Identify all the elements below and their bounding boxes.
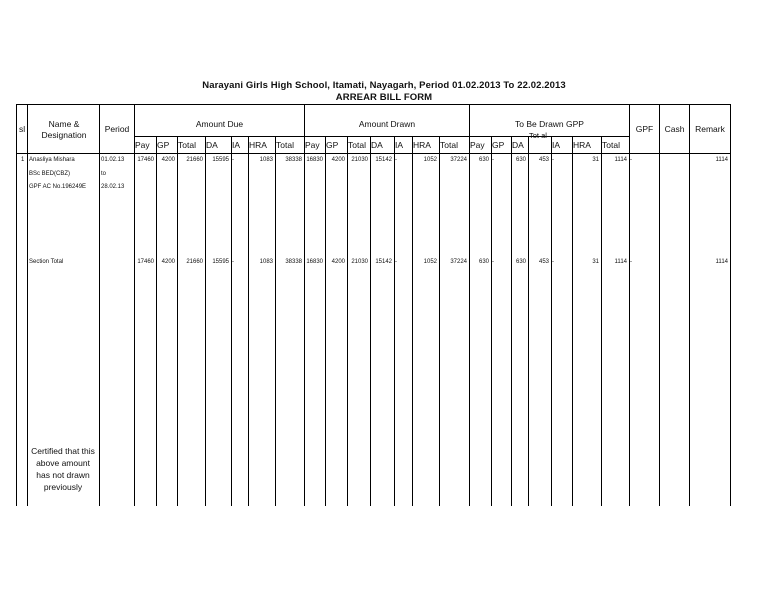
total-value-17: 453 (538, 259, 549, 265)
subheader-7: Pay (305, 140, 320, 150)
subcolumn-divider (511, 136, 512, 506)
total-value-19: 31 (592, 259, 599, 265)
row-value-9: 21030 (351, 157, 368, 163)
subheader-15: GP (492, 140, 505, 150)
period-to: 28.02.13 (101, 184, 125, 190)
header-to-be-drawn: To Be Drawn GPP (515, 119, 584, 129)
header-amount-drawn: Amount Drawn (358, 119, 416, 129)
row-value-23: 1114 (715, 157, 728, 163)
employee-gpf-ac: GPF AC No.196249E (29, 184, 87, 190)
subcolumn-divider (370, 136, 371, 506)
row-sl: 1 (21, 157, 25, 163)
total-value-12: 1052 (423, 259, 437, 265)
subheader-11: IA (395, 140, 404, 150)
form-title: Narayani Girls High School, Itamati, Nayagarh, Period 01.02.2013 To 22.02.2013 (202, 80, 566, 91)
column-divider (99, 104, 100, 506)
total-value-16: 630 (515, 259, 526, 265)
period-to-word: to (101, 171, 107, 177)
header-amount-due: Amount Due (195, 119, 244, 129)
subheader-5: HRA (249, 140, 267, 150)
header-gpf: GPF (635, 124, 654, 134)
subheader-17: Tot al (529, 131, 547, 140)
subheader-1: GP (157, 140, 170, 150)
column-divider (659, 104, 660, 506)
subheader-18: IA (552, 140, 561, 150)
subcolumn-divider (325, 136, 326, 506)
subheader-6: Total (276, 140, 294, 150)
row-value-17: 453 (538, 157, 549, 163)
total-value-7: 16830 (306, 259, 323, 265)
section-total-label: Section Total (29, 259, 64, 265)
row-value-19: 31 (592, 157, 599, 163)
subheader-0: Pay (135, 140, 150, 150)
total-value-13: 37224 (450, 259, 467, 265)
total-value-6: 38338 (285, 259, 302, 265)
subcolumn-divider (347, 136, 348, 506)
subheader-divider (134, 136, 630, 137)
total-value-20: 1114 (614, 259, 627, 265)
column-divider (16, 104, 17, 506)
header-sl: sl (19, 124, 26, 134)
subcolumn-divider (231, 136, 232, 506)
row-value-20: 1114 (614, 157, 627, 163)
column-divider (730, 104, 731, 506)
employee-designation: BSc BED(CBZ) (29, 171, 71, 177)
subheader-2: Total (178, 140, 196, 150)
total-value-18: - (552, 259, 554, 265)
column-divider (304, 104, 305, 506)
certificate-line-3: has not drawn (36, 470, 90, 480)
subheader-10: DA (371, 140, 383, 150)
subcolumn-divider (205, 136, 206, 506)
row-value-0: 17460 (137, 157, 154, 163)
row-value-8: 4200 (331, 157, 345, 163)
total-value-5: 1083 (259, 259, 273, 265)
column-divider (469, 104, 470, 506)
header-period: Period (104, 124, 130, 134)
header-name: Name & (48, 119, 80, 129)
header-designation: Designation (41, 130, 87, 140)
subheader-16: DA (512, 140, 524, 150)
total-value-8: 4200 (331, 259, 345, 265)
row-value-5: 1083 (259, 157, 273, 163)
column-divider (629, 104, 630, 506)
certificate-line-4: previously (43, 482, 83, 492)
subcolumn-divider (412, 136, 413, 506)
subcolumn-divider (177, 136, 178, 506)
row-value-7: 16830 (306, 157, 323, 163)
subheader-9: Total (348, 140, 366, 150)
row-value-12: 1052 (423, 157, 437, 163)
total-value-11: - (395, 259, 397, 265)
subheader-4: IA (232, 140, 241, 150)
total-value-1: 4200 (161, 259, 175, 265)
row-value-18: - (552, 157, 554, 163)
column-divider (134, 104, 135, 506)
row-value-10: 15142 (375, 157, 392, 163)
subheader-3: DA (206, 140, 218, 150)
subheader-12: HRA (413, 140, 431, 150)
header-cash: Cash (664, 124, 685, 134)
total-value-14: 630 (478, 259, 489, 265)
subcolumn-divider (394, 136, 395, 506)
employee-name: Anasliya Mishara (29, 157, 75, 163)
table-top-border (16, 104, 730, 105)
total-value-2: 21660 (186, 259, 203, 265)
subheader-8: GP (326, 140, 339, 150)
row-value-15: - (492, 157, 494, 163)
total-value-9: 21030 (351, 259, 368, 265)
certificate-line-2: above amount (36, 458, 90, 468)
row-value-13: 37224 (450, 157, 467, 163)
row-value-11: - (395, 157, 397, 163)
subcolumn-divider (551, 136, 552, 506)
total-value-4: - (232, 259, 234, 265)
row-value-3: 15595 (212, 157, 229, 163)
row-value-6: 38338 (285, 157, 302, 163)
row-value-14: 630 (478, 157, 489, 163)
subheader-20: Total (602, 140, 620, 150)
form-subtitle: ARREAR BILL FORM (335, 92, 433, 103)
subheader-14: Pay (470, 140, 485, 150)
total-value-10: 15142 (375, 259, 392, 265)
subcolumn-divider (601, 136, 602, 506)
header-bottom-border (16, 153, 730, 154)
total-value-0: 17460 (137, 259, 154, 265)
row-value-16: 630 (515, 157, 526, 163)
row-value-21: - (630, 157, 632, 163)
row-value-1: 4200 (161, 157, 175, 163)
subcolumn-divider (275, 136, 276, 506)
row-value-4: - (232, 157, 234, 163)
row-value-2: 21660 (186, 157, 203, 163)
subcolumn-divider (572, 136, 573, 506)
subheader-13: Total (440, 140, 458, 150)
period-from: 01.02.13 (101, 157, 125, 163)
subcolumn-divider (248, 136, 249, 506)
subcolumn-divider (439, 136, 440, 506)
subcolumn-divider (156, 136, 157, 506)
certificate-line-1: Certified that this (31, 446, 95, 456)
subcolumn-divider (528, 136, 529, 506)
subheader-19: HRA (573, 140, 591, 150)
total-value-3: 15595 (212, 259, 229, 265)
subcolumn-divider (491, 136, 492, 506)
total-value-15: - (492, 259, 494, 265)
total-value-21: - (630, 259, 632, 265)
total-value-23: 1114 (715, 259, 728, 265)
header-remark: Remark (695, 124, 725, 134)
column-divider (689, 104, 690, 506)
